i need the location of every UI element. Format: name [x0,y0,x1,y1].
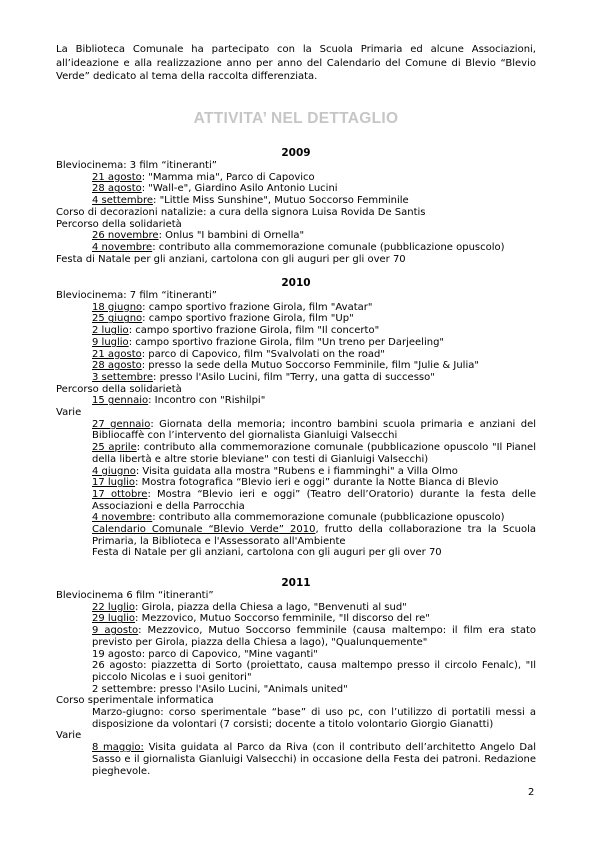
corso-title: Corso sperimentale informatica [56,695,214,707]
film-item: 3 settembre: presso l'Asilo Lucini, film "Terry, una gatta di successo" [92,371,435,383]
film-item: 2 luglio: campo sportivo frazione Girola, film "Il concerto" [92,325,380,337]
festa-line: Festa di Natale per gli anziani, cartolona con gli auguri per gli over 70 [56,253,406,265]
film-item: 26 agosto: piazzetta di Sorto (proiettato, causa maltempo presso il circolo Fenalc), "Il piccolo Nicolas e i suoi genitori" [92,660,537,683]
film-item: 9 luglio: campo sportivo frazione Girola, film "Un treno per Darjeeling" [92,336,445,348]
film-item: 19 agosto: parco di Capovico, "Mine vaganti" [92,648,318,660]
film-item: 2 settembre: presso l'Asilo Lucini, "Animals united" [92,683,348,695]
section-heading: ATTIVITA’ NEL DETTAGLIO [193,110,399,127]
film-item: 18 giugno: campo sportivo frazione Girola, film "Avatar" [92,301,373,313]
varie-item: 25 aprile: contributo alla commemorazione comunale (pubblicazione opuscolo "Il Pianel della libertà e altre storie bleviane" con testi di Gianluigi Valsecchi) [92,442,536,465]
varie-item: 17 luglio: Mostra fotografica “Blevio ieri e oggi” durante la Notte Bianca di Blevio [92,477,499,489]
film-item: 4 settembre: "Little Miss Sunshine", Mutuo Soccorso Femminile [92,195,409,207]
year-2010-heading: 2010 [281,277,311,289]
film-item: 21 agosto: "Mamma mia", Parco di Capovico [92,171,315,183]
varie-item: 4 novembre: contributo alla commemorazione comunale (pubblicazione opuscolo) [92,512,505,524]
solidarity-item: 15 gennaio: Incontro con "Rishilpi" [92,395,266,407]
varie-item: 27 gennaio: Giornata della memoria; incontro bambini scuola primaria e anziani del Bibliocaffè con l’intervento del giornalista Gianluigi Valsecchi [92,418,537,442]
film-item: 9 agosto: Mezzovico, Mutuo Soccorso femminile (causa maltempo: il film era stato previsto per Girola, piazza della Chiesa a lago), "Qualunquemente" [92,625,536,648]
year-2011-block [56,590,536,777]
corso-text: Marzo-giugno: corso sperimentale “base” di uso pc, con l’utilizzo di portatili messi a disposizione da volontari (7 corsisti; docente a titolo volontario Giorgio Gianatti) [92,707,536,730]
year-2009-block [56,160,536,265]
year-2011-heading: 2011 [281,577,311,589]
corso-line: Corso di decorazioni natalizie: a cura della signora Luisa Rovida De Santis [56,206,426,218]
cinema-title: Bleviocinema: 3 film “itineranti” [56,160,217,171]
page-number: 2 [528,787,535,798]
film-item: 21 agosto: parco di Capovico, film "Svalvolati on the road" [92,348,385,360]
year-2010-block [56,290,536,559]
varie-item: Calendario Comunale “Blevio Verde” 2010, frutto della collaborazione tra la Scuola Primaria, la Biblioteca e l'Assessorato all'Ambiente [92,524,536,547]
percorso-title: Percorso della solidarietà [56,218,182,230]
film-item: 29 luglio: Mezzovico, Mutuo Soccorso femminile, "Il discorso del re" [92,613,430,625]
varie-item: 17 ottobre: Mostra “Blevio ieri e oggi” (Teatro dell’Oratorio) durante la festa delle Associazioni e della Parrocchia [92,488,536,512]
festa-line: Festa di Natale per gli anziani, cartolona con gli auguri per gli over 70 [92,547,442,559]
varie-item: 8 maggio: Visita guidata al Parco da Riva (con il contributo dell’architetto Angelo Dal Sasso e il giornalista Gianluigi Valsecchi) in occasione della Festa dei patroni. Redazione pieghevole. [92,742,536,777]
varie-title: Varie [56,730,82,742]
film-item: 28 agosto: "Wall-e", Giardino Asilo Antonio Lucini [92,183,338,195]
intro-paragraph: La Biblioteca Comunale ha partecipato con la Scuola Primaria ed alcune Associazioni, all’ideazione e alla realizzazione anno per anno del Calendario del Comune di Blevio “Blevio Verde” dedicato al tema della raccolta differenziata. [56,44,536,82]
varie-title: Varie [56,407,82,419]
cinema-title: Bleviocinema: 7 film “itineranti” [56,290,217,301]
film-item: 25 giugno: campo sportivo frazione Girola, film "Up" [92,313,354,325]
solidarity-item: 4 novembre: contributo alla commemorazione comunale (pubblicazione opuscolo) [92,241,505,253]
varie-item: 4 giugno: Visita guidata alla mostra "Rubens e i fiamminghi" a Villa Olmo [92,465,458,477]
film-item: 28 agosto: presso la sede della Mutuo Soccorso Femminile, film "Julie & Julia" [92,360,479,372]
cinema-title: Bleviocinema 6 film “itineranti” [56,590,214,601]
year-2009-heading: 2009 [281,147,311,159]
film-item: 22 luglio: Girola, piazza della Chiesa a lago, "Benvenuti al sud" [92,601,407,613]
solidarity-item: 26 novembre: Onlus "I bambini di Ornella" [92,230,305,242]
percorso-title: Percorso della solidarietà [56,383,182,395]
